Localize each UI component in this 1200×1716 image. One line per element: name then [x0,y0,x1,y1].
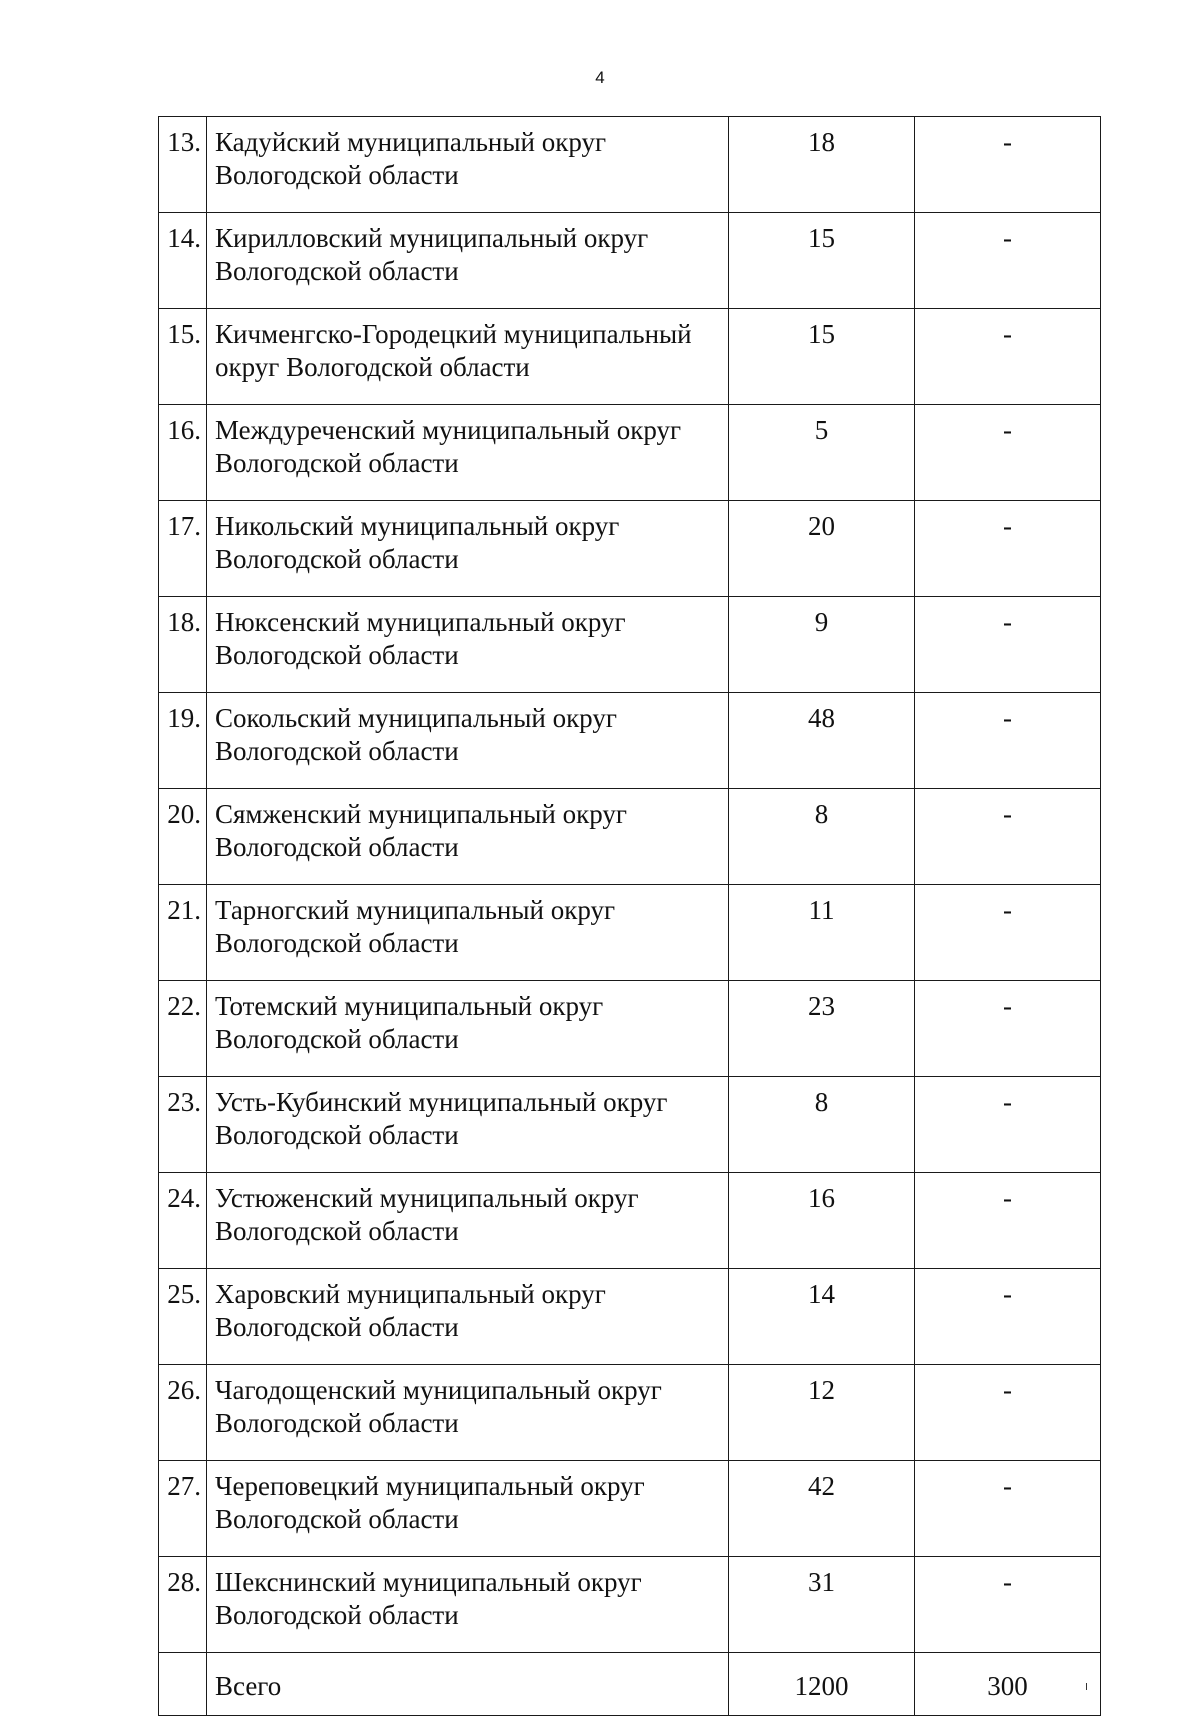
row-number: 22. [159,981,207,1077]
value-2: - [915,1173,1101,1269]
value-2: - [915,501,1101,597]
page-number: 4 [595,68,605,87]
district-name: Никольский муниципальный округ Вологодской области [207,501,729,597]
value-2: - [915,885,1101,981]
row-number: 26. [159,1365,207,1461]
row-number: 28. [159,1557,207,1653]
district-table [158,116,1101,1716]
value-1: 11 [729,885,915,981]
value-1: 15 [729,309,915,405]
row-number: 27. [159,1461,207,1557]
value-2: - [915,693,1101,789]
value-2: - [915,405,1101,501]
value-1: 9 [729,597,915,693]
value-2: - [915,213,1101,309]
district-name: Чагодощенский муниципальный округ Вологодской области [207,1365,729,1461]
value-1: 31 [729,1557,915,1653]
row-number: 14. [159,213,207,309]
table-row [159,789,1101,885]
value-1: 14 [729,1269,915,1365]
table-row [159,693,1101,789]
district-name: Тотемский муниципальный округ Вологодской области [207,981,729,1077]
value-1: 15 [729,213,915,309]
table-row [159,405,1101,501]
value-1: 23 [729,981,915,1077]
value-2: - [915,1077,1101,1173]
value-2: - [915,1461,1101,1557]
row-number: 25. [159,1269,207,1365]
value-1: 12 [729,1365,915,1461]
row-number: 20. [159,789,207,885]
row-number: 16. [159,405,207,501]
total-row [159,1653,1101,1716]
district-name: Тарногский муниципальный округ Вологодской области [207,885,729,981]
total-value-1: 1200 [729,1653,915,1716]
total-label: Всего [207,1653,729,1716]
value-2: - [915,1269,1101,1365]
value-2: - [915,1365,1101,1461]
value-1: 20 [729,501,915,597]
district-name: Кичменгско-Городецкий муниципальный округ Вологодской области [207,309,729,405]
value-1: 42 [729,1461,915,1557]
value-1: 8 [729,1077,915,1173]
district-name: Устюженский муниципальный округ Вологодской области [207,1173,729,1269]
row-number: 19. [159,693,207,789]
district-name: Усть-Кубинский муниципальный округ Вологодской области [207,1077,729,1173]
row-number: 17. [159,501,207,597]
table-row [159,1557,1101,1653]
row-number: 15. [159,309,207,405]
total-number-cell [159,1653,207,1716]
row-number: 23. [159,1077,207,1173]
district-name: Харовский муниципальный округ Вологодской области [207,1269,729,1365]
table-body [159,117,1101,1716]
table-row [159,309,1101,405]
district-name: Междуреченский муниципальный округ Вологодской области [207,405,729,501]
table-row [159,1173,1101,1269]
value-2: - [915,309,1101,405]
district-name: Шекснинский муниципальный округ Вологодской области [207,1557,729,1653]
row-number: 13. [159,117,207,213]
district-name: Нюксенский муниципальный округ Вологодской области [207,597,729,693]
district-name: Сокольский муниципальный округ Вологодской области [207,693,729,789]
value-2: - [915,117,1101,213]
value-2: - [915,981,1101,1077]
row-number: 24. [159,1173,207,1269]
table-row [159,597,1101,693]
table-row [159,1461,1101,1557]
table-row [159,1365,1101,1461]
district-name: Сямженский муниципальный округ Вологодской области [207,789,729,885]
table-row [159,1269,1101,1365]
table-row [159,981,1101,1077]
scan-mark [1086,1683,1087,1690]
table-row [159,1077,1101,1173]
table-row [159,213,1101,309]
value-1: 5 [729,405,915,501]
value-2: - [915,1557,1101,1653]
table-row [159,117,1101,213]
table-row [159,501,1101,597]
value-2: - [915,597,1101,693]
table-row [159,885,1101,981]
value-2: - [915,789,1101,885]
value-1: 18 [729,117,915,213]
total-value-2: 300 [915,1653,1101,1716]
district-name: Череповецкий муниципальный округ Вологодской области [207,1461,729,1557]
row-number: 18. [159,597,207,693]
row-number: 21. [159,885,207,981]
district-name: Кадуйский муниципальный округ Вологодской области [207,117,729,213]
value-1: 16 [729,1173,915,1269]
value-1: 48 [729,693,915,789]
district-name: Кирилловский муниципальный округ Вологодской области [207,213,729,309]
value-1: 8 [729,789,915,885]
